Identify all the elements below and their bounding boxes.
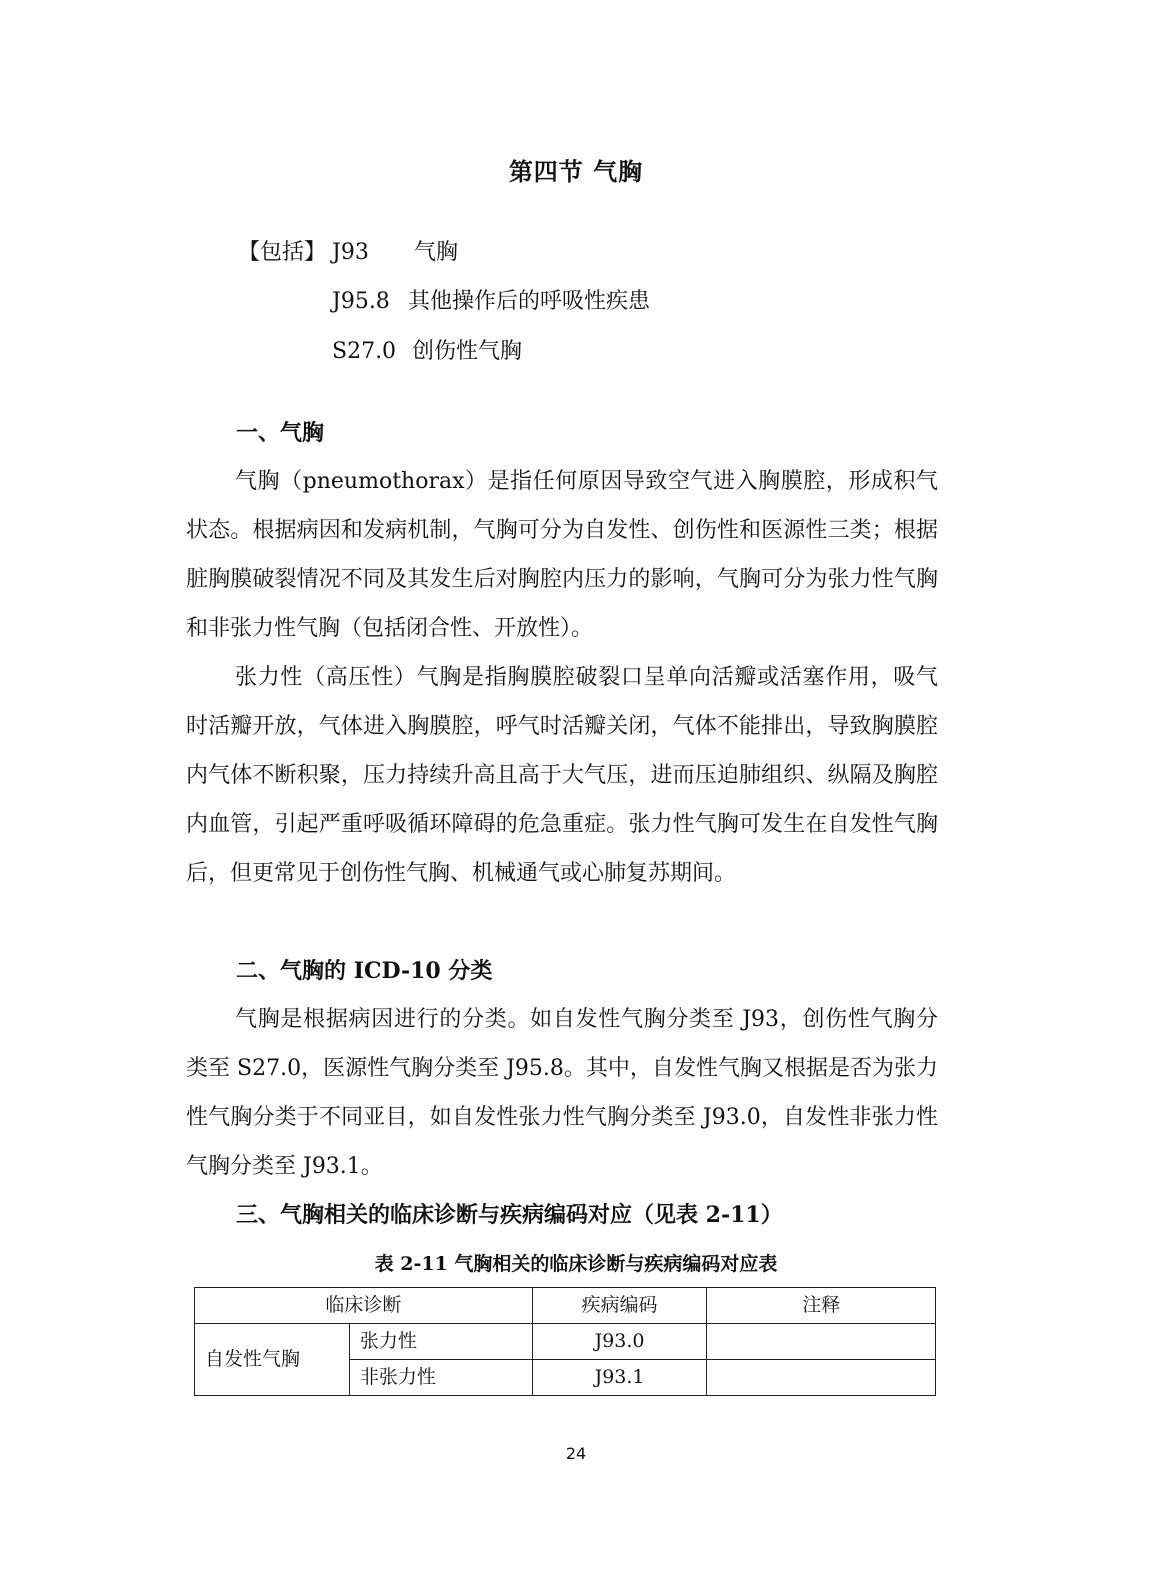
- table-header-cell: 注释: [707, 1288, 936, 1324]
- section-heading: 一、气胸: [236, 420, 325, 446]
- table-caption: 表 2-11 气胸相关的临床诊断与疾病编码对应表: [374, 1253, 778, 1275]
- includes-code: J95.8: [332, 289, 390, 314]
- includes-tag: 【包括】: [238, 240, 327, 265]
- page-number: 24: [565, 1444, 587, 1463]
- section-heading: 二、气胸的 ICD-10 分类: [236, 958, 493, 984]
- table-note-cell: [707, 1324, 936, 1360]
- includes-desc: 气胸: [414, 240, 459, 265]
- table-header-cell: 疾病编码: [532, 1288, 707, 1324]
- section-title: 第四节 气胸: [508, 157, 644, 186]
- includes-desc: 创伤性气胸: [412, 339, 523, 364]
- section-heading: 三、气胸相关的临床诊断与疾病编码对应（见表 2-11）: [236, 1202, 783, 1228]
- paragraph: 气胸（pneumothorax）是指任何原因导致空气进入胸膜腔，形成积气状态。根据病因和发病机制，气胸可分为自发性、创伤性和医源性三类；根据脏胸膜破裂情况不同及其发生后对胸腔内压力的影响，气胸可分为张力性气胸和非张力性气胸（包括闭合性、开放性）。: [186, 469, 938, 641]
- includes-code: S27.0: [332, 339, 397, 364]
- table-note-cell: [707, 1360, 936, 1396]
- table-sub-cell: 张力性: [349, 1324, 532, 1360]
- table-sub-cell: 非张力性: [349, 1360, 532, 1396]
- includes-desc: 其他操作后的呼吸性疾患: [408, 289, 651, 314]
- table-code-cell: J93.0: [532, 1324, 707, 1360]
- paragraph: 张力性（高压性）气胸是指胸膜腔破裂口呈单向活瓣或活塞作用，吸气时活瓣开放，气体进入胸膜腔，呼气时活瓣关闭，气体不能排出，导致胸膜腔内气体不断积聚，压力持续升高且高于大气压，进而压迫肺组织、纵隔及胸腔内血管，引起严重呼吸循环障碍的危急重症。张力性气胸可发生在自发性气胸后，但更常见于创伤性气胸、机械通气或心肺复苏期间。: [186, 665, 938, 886]
- table-group-cell: 自发性气胸: [195, 1324, 350, 1396]
- table-code-cell: J93.1: [532, 1360, 707, 1396]
- table-header-cell: 临床诊断: [195, 1288, 533, 1324]
- diagnosis-code-table: [194, 1287, 936, 1396]
- paragraph: 气胸是根据病因进行的分类。如自发性气胸分类至 J93，创伤性气胸分类至 S27.0，医源性气胸分类至 J95.8。其中，自发性气胸又根据是否为张力性气胸分类于不同亚目，如自发性张力性气胸分类至 J93.0，自发性非张力性气胸分类至 J93.1。: [186, 1007, 938, 1179]
- table-header-row: [195, 1288, 936, 1324]
- includes-code: J93: [332, 240, 369, 265]
- table-row: [195, 1324, 936, 1360]
